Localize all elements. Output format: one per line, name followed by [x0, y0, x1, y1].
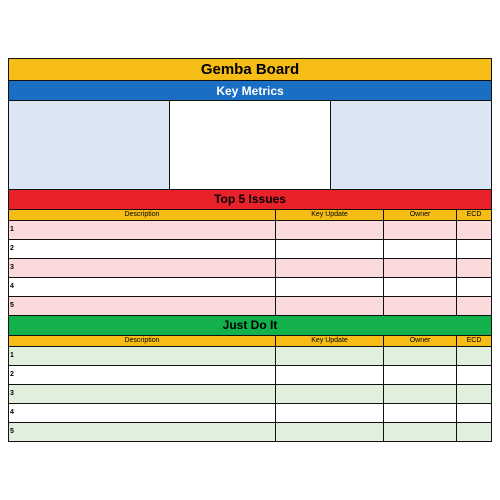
gemba-board — [8, 58, 492, 442]
column-owner: Owner — [384, 336, 457, 346]
owner-cell — [384, 347, 457, 365]
row-number: 1 — [9, 347, 276, 365]
key-metrics-header: Key Metrics — [9, 81, 491, 101]
ecd-cell — [457, 385, 491, 403]
just-do-it-header: Just Do It — [9, 316, 491, 336]
key-update-cell — [276, 366, 384, 384]
owner-cell — [384, 221, 457, 239]
key-update-cell — [276, 221, 384, 239]
metric-panel-1 — [9, 101, 170, 189]
board-title: Gemba Board — [9, 59, 491, 81]
column-description: Description — [9, 336, 276, 346]
column-key-update: Key Update — [276, 210, 384, 220]
table-row — [9, 423, 491, 441]
ecd-cell — [457, 366, 491, 384]
ecd-cell — [457, 221, 491, 239]
row-number: 3 — [9, 385, 276, 403]
column-description: Description — [9, 210, 276, 220]
top-issues-table — [9, 210, 491, 316]
table-row — [9, 240, 491, 259]
row-number: 4 — [9, 404, 276, 422]
row-number: 5 — [9, 423, 276, 441]
metric-panel-3 — [331, 101, 491, 189]
column-ecd: ECD — [466, 337, 482, 345]
owner-cell — [384, 259, 457, 277]
column-key-update: Key Update — [276, 336, 384, 346]
metric-panel-2 — [170, 101, 331, 189]
just-do-it-table — [9, 336, 491, 441]
key-metrics-panels — [9, 101, 491, 190]
key-update-cell — [276, 240, 384, 258]
ecd-cell — [457, 240, 491, 258]
row-number: 2 — [9, 366, 276, 384]
owner-cell — [384, 240, 457, 258]
key-update-cell — [276, 385, 384, 403]
table-row — [9, 366, 491, 385]
row-number: 1 — [9, 221, 276, 239]
owner-cell — [384, 278, 457, 296]
key-update-cell — [276, 404, 384, 422]
key-update-cell — [276, 297, 384, 315]
row-number: 3 — [9, 259, 276, 277]
owner-cell — [384, 404, 457, 422]
ecd-cell — [457, 423, 491, 441]
column-ecd: ECD — [466, 211, 482, 219]
table-row — [9, 259, 491, 278]
top-issues-column-header — [9, 210, 491, 221]
ecd-cell — [457, 278, 491, 296]
table-row — [9, 404, 491, 423]
table-row — [9, 347, 491, 366]
key-update-cell — [276, 423, 384, 441]
column-owner: Owner — [384, 210, 457, 220]
table-row — [9, 385, 491, 404]
top-issues-header: Top 5 Issues — [9, 190, 491, 210]
row-number: 5 — [9, 297, 276, 315]
table-row — [9, 278, 491, 297]
key-update-cell — [276, 259, 384, 277]
owner-cell — [384, 385, 457, 403]
ecd-cell — [457, 259, 491, 277]
owner-cell — [384, 297, 457, 315]
ecd-cell — [457, 347, 491, 365]
row-number: 2 — [9, 240, 276, 258]
just-do-it-column-header — [9, 336, 491, 347]
table-row — [9, 221, 491, 240]
key-update-cell — [276, 347, 384, 365]
key-update-cell — [276, 278, 384, 296]
table-row — [9, 297, 491, 316]
owner-cell — [384, 423, 457, 441]
row-number: 4 — [9, 278, 276, 296]
ecd-cell — [457, 404, 491, 422]
ecd-cell — [457, 297, 491, 315]
owner-cell — [384, 366, 457, 384]
